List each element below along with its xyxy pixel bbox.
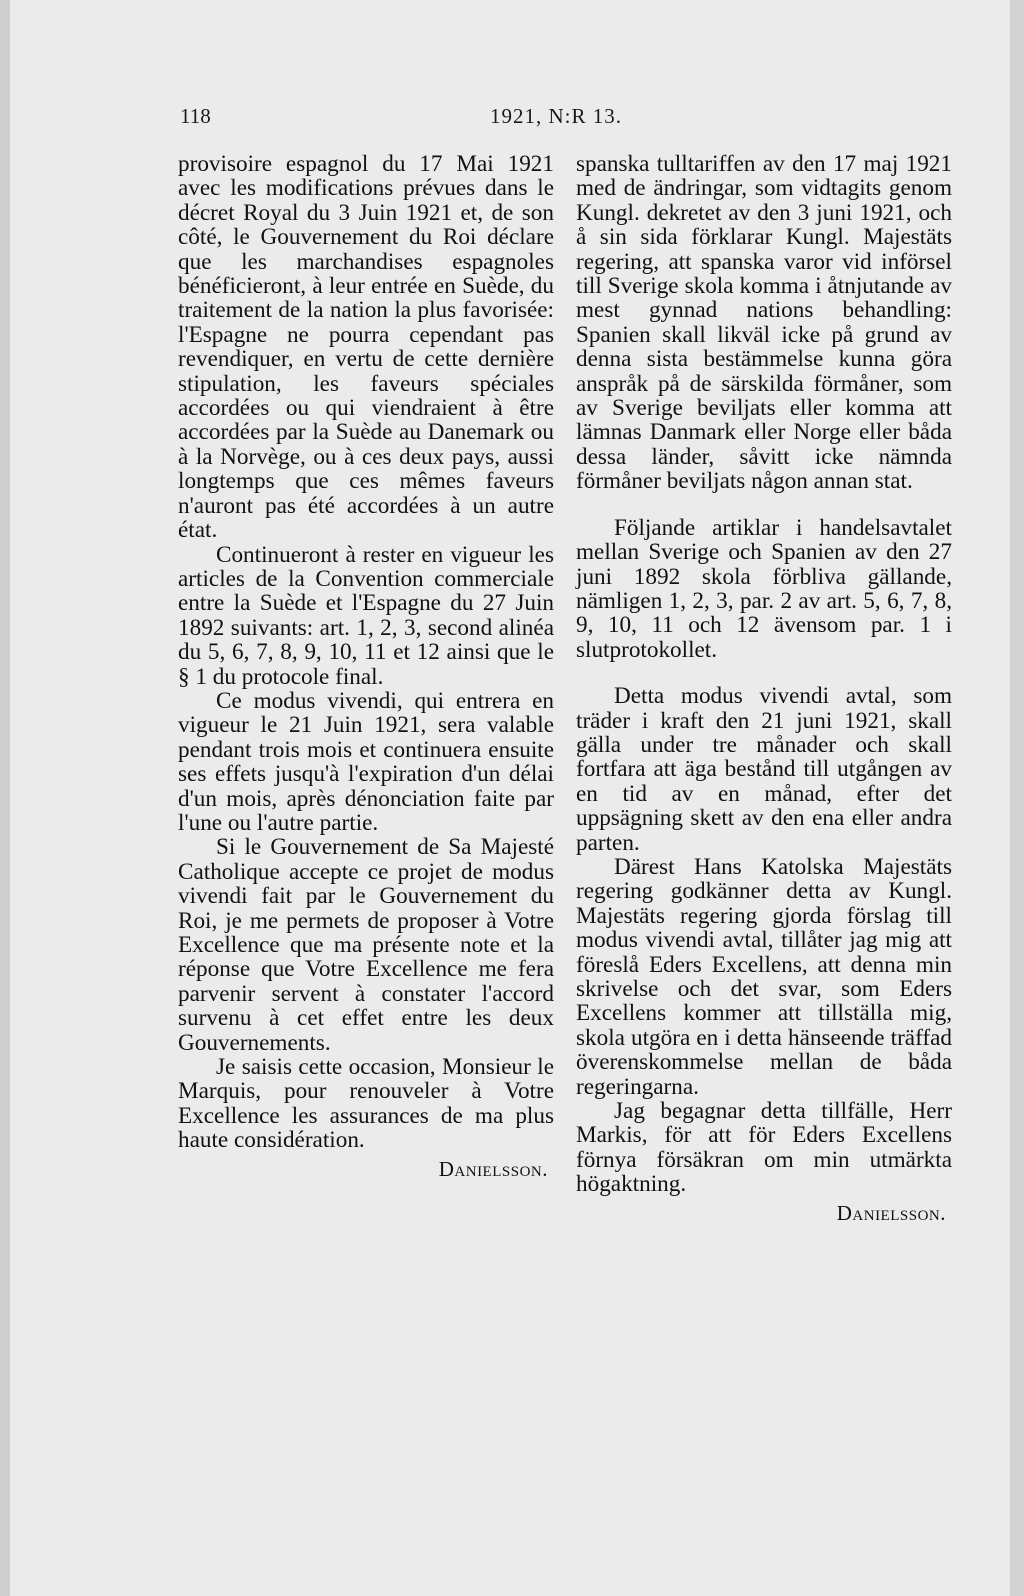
paragraph-spacer bbox=[576, 494, 952, 516]
swedish-paragraph-3: Detta modus vivendi avtal, som träder i kraft den 21 juni 1921, skall gälla under tre månader och skall fortfara att äga bestånd till utgången av en tid av en månad, efter det uppsägning skett av den ena eller andra parten. bbox=[576, 683, 952, 856]
swedish-column bbox=[576, 152, 952, 1225]
swedish-paragraph-1: spanska tulltariffen av den 17 maj 1921 med de ändringar, som vidtagits genom Kungl. dekretet av den 3 juni 1921, och å sin sida förklarar Kungl. Majestäts regering, att spanska varor vid införsel till Sverige skola komma i åtnjutande av mest gynnad nations behandling: Spanien skall likväl icke på grund av denna sista bestämmelse kunna göra anspråk på de särskilda förmåner, som av Sverige beviljats eller komma att lämnas Danmark eller Norge eller båda dessa länder, såvitt icke nämnda förmåner beviljats någon annan stat. bbox=[576, 151, 952, 495]
french-paragraph-5: Je saisis cette occasion, Monsieur le Marquis, pour renouveler à Votre Excellence les assurances de ma plus haute considération. bbox=[178, 1054, 554, 1154]
swedish-paragraph-5: Jag begagnar detta tillfälle, Herr Markis, för att för Eders Excellens förnya försäkran om min utmärkta högaktning. bbox=[576, 1098, 952, 1198]
swedish-paragraph-4: Därest Hans Katolska Majestäts regering godkänner detta av Kungl. Majestäts regering gjorda förslag till modus vivendi avtal, tillåter jag mig att föreslå Eders Excellens, att denna min skrivelse och det svar, som Eders Excellens kommer att tillställa mig, skola utgöra en i detta hänseende träffad överenskommelse mellan de båda regeringarna. bbox=[576, 853, 952, 1100]
swedish-signature: Danielsson. bbox=[836, 1200, 946, 1225]
french-paragraph-4: Si le Gouvernement de Sa Majesté Catholique accepte ce projet de modus vivendi fait par le Gouvernement du Roi, je me permets de proposer à Votre Excellence que ma présente note et la réponse que Votre Excellence me fera parvenir servent à constater l'accord survenu à cet effet entre les deux Gouvernements. bbox=[178, 834, 554, 1056]
french-paragraph-3: Ce modus vivendi, qui entrera en vigueur le 21 Juin 1921, sera valable pendant trois mois et continuera ensuite ses effets jusqu'à l'expiration d'un délai d'un mois, après dénonciation faite par l'une ou l'autre partie. bbox=[178, 687, 554, 836]
french-signature: Danielsson. bbox=[438, 1156, 548, 1181]
running-head: 1921, N:R 13. bbox=[490, 104, 623, 128]
paragraph-spacer bbox=[576, 662, 952, 684]
french-column bbox=[178, 152, 554, 1181]
page-header bbox=[180, 104, 940, 134]
french-paragraph-2: Continueront à rester en vigueur les articles de la Convention commerciale entre la Suède et l'Espagne du 27 Juin 1892 suivants: art. 1, 2, 3, second alinéa du 5, 6, 7, 8, 9, 10, 11 et 12 ainsi que le § 1 du protocole final. bbox=[178, 541, 554, 690]
french-paragraph-1: provisoire espagnol du 17 Mai 1921 avec les modifications prévues dans le décret Royal du 3 Juin 1921 et, de son côté, le Gouvernement du Roi déclare que les marchandises espagnoles bénéficieront, à leur entrée en Suède, du traitement de la nation la plus favorisée: l'Espagne ne pourra cependant pas revendiquer, en vertu de cette dernière stipulation, les faveurs spéciales accordées ou qui viendraient à être accordées par la Suède au Danemark ou à la Norvège, ou à ces deux pays, aussi longtemps que ces mêmes faveurs n'auront pas été accordées à un autre état. bbox=[178, 151, 554, 544]
swedish-paragraph-2: Följande artiklar i handelsavtalet mellan Sverige och Spanien av den 27 juni 1892 skola förbliva gällande, nämligen 1, 2, 3, par. 2 av art. 5, 6, 7, 8, 9, 10, 11 och 12 ävensom par. 1 i slutprotokollet. bbox=[576, 514, 952, 663]
page-number: 118 bbox=[180, 104, 211, 128]
